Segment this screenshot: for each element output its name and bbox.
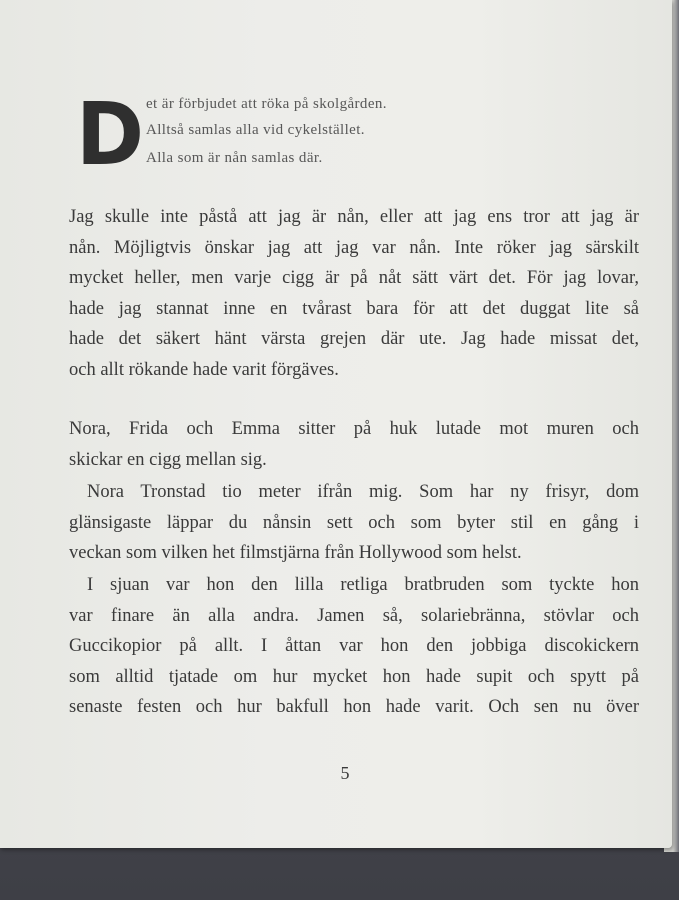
text-line: hade jag stannat inne en tvårast bara för att det duggat lite så bbox=[69, 298, 639, 319]
text-line: och allt rökande hade varit förgäves. bbox=[69, 359, 339, 380]
text-line: Nora Tronstad tio meter ifrån mig. Som har ny frisyr, dom bbox=[87, 482, 639, 502]
text-line: I sjuan var hon den lilla retliga bratbruden som tyckte hon bbox=[87, 575, 639, 595]
lead-line-1: et är förbjudet att röka på skolgården. bbox=[146, 96, 387, 112]
paragraph-1 bbox=[69, 202, 639, 385]
text-line: var finare än alla andra. Jamen så, solariebränna, stövlar och bbox=[69, 605, 639, 626]
text-line: som alltid tjatade om hur mycket hon hade supit och spytt på bbox=[69, 666, 639, 687]
page-number: 5 bbox=[340, 763, 350, 783]
paragraph-3 bbox=[69, 477, 639, 569]
text-line: veckan som vilken het filmstjärna från Hollywood som helst. bbox=[69, 543, 522, 563]
drop-cap: D bbox=[76, 85, 145, 186]
text-line: mycket heller, men varje cigg är på nåt sätt värt det. För jag lovar, bbox=[69, 268, 639, 288]
text-line: nån. Möjligtvis önskar jag att jag var nån. Inte röker jag särskilt bbox=[69, 237, 639, 258]
paragraph-4 bbox=[69, 570, 639, 723]
text-line: glänsigaste läppar du nånsin sett och som byter stil en gång i bbox=[69, 512, 639, 533]
lead-line-2: Alltså samlas alla vid cykelstället. bbox=[146, 122, 365, 138]
text-line: senaste festen och hur bakfull hon hade varit. Och sen nu över bbox=[69, 697, 639, 717]
text-line: Nora, Frida och Emma sitter på huk lutade mot muren och bbox=[69, 419, 639, 439]
text-line: Guccikopior på allt. I åttan var hon den jobbiga discokickern bbox=[69, 636, 639, 656]
lead-line-3: Alla som är nån samlas där. bbox=[146, 150, 323, 166]
text-line: hade det säkert hänt värsta grejen där ute. Jag hade missat det, bbox=[69, 329, 639, 349]
text-line: Jag skulle inte påstå att jag är nån, eller att jag ens tror att jag är bbox=[69, 207, 639, 227]
text-line: skickar en cigg mellan sig. bbox=[69, 449, 267, 470]
paragraph-2 bbox=[69, 414, 639, 475]
